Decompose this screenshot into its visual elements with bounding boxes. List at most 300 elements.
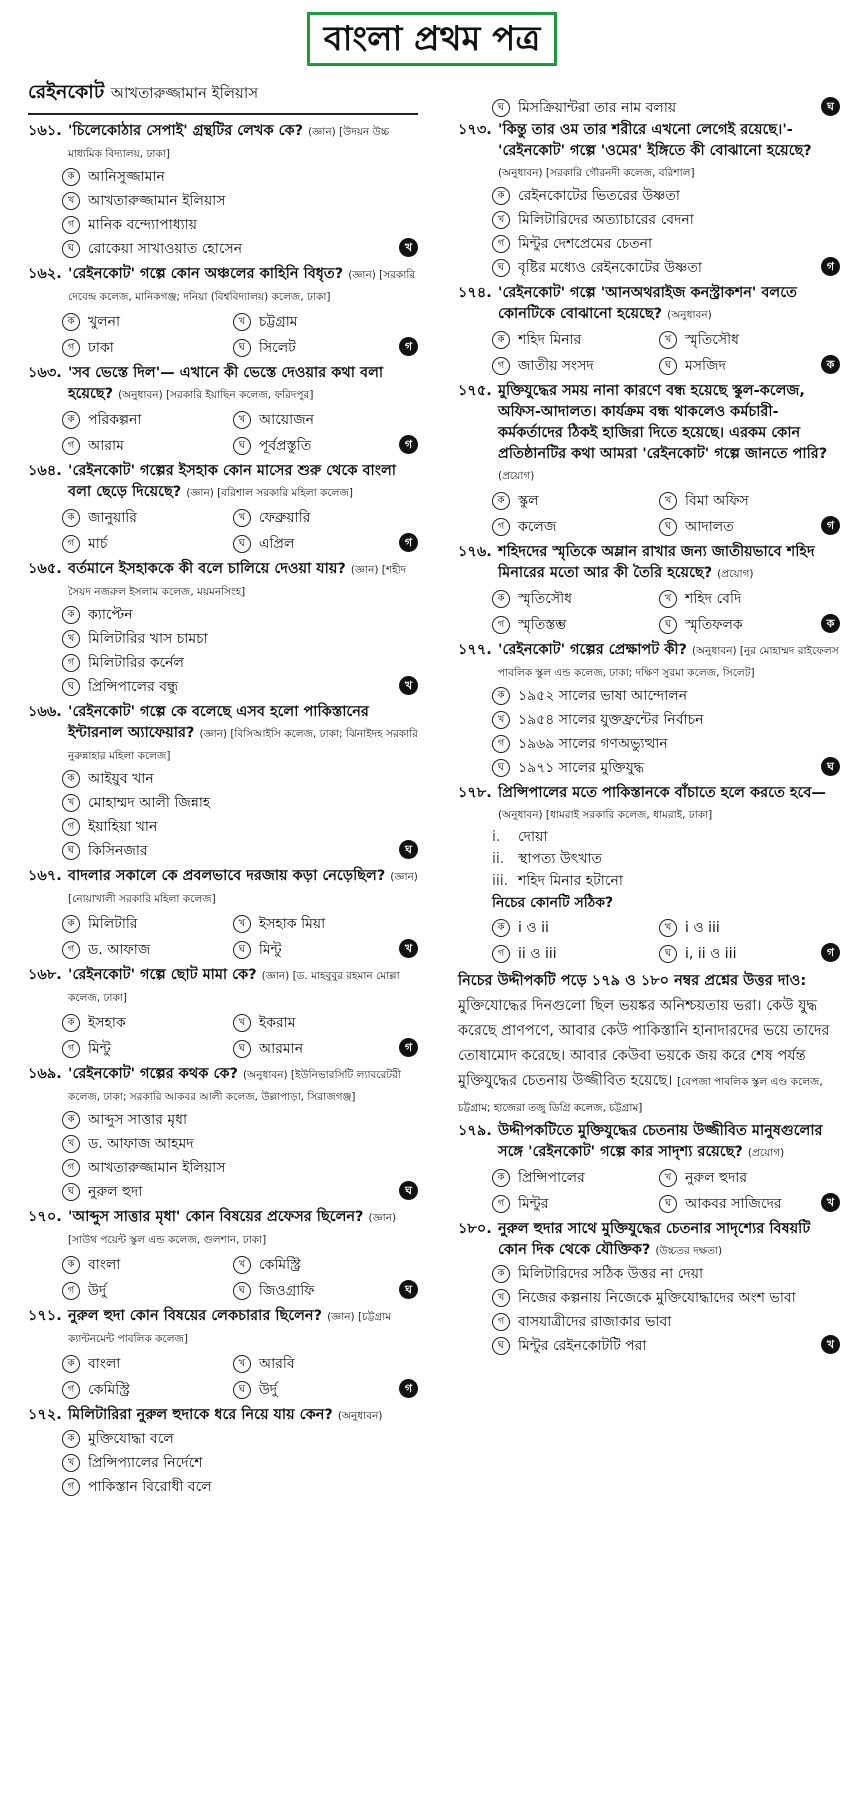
option — [233, 1011, 404, 1035]
page-title: বাংলা প্রথম পত্র — [307, 12, 558, 66]
options-group — [28, 406, 418, 458]
question-item — [28, 866, 418, 962]
option — [492, 354, 659, 378]
option — [659, 942, 826, 966]
option-marker: ঘ — [233, 339, 251, 357]
option-marker: ক — [62, 1355, 80, 1373]
option-marker: ঘ — [62, 240, 80, 258]
question-stem: 'কিন্তু তার ওম তার শরীরে এখনো লেগেই রয়েছে।'- 'রেইনকোট' গল্পে 'ওমের' ইঙ্গিতে কী বোঝানো হয়েছে? — [498, 122, 812, 159]
option-text: ড. আফাজ — [88, 942, 151, 958]
option-marker: খ — [233, 1014, 251, 1032]
option-marker: ক — [492, 331, 510, 349]
question-item — [458, 640, 840, 780]
option-marker: গ — [62, 818, 80, 836]
question-stem: 'রেইনকোট' গল্পের কথক কে? — [68, 1066, 238, 1082]
options-group — [28, 603, 418, 699]
option-marker: খ — [659, 919, 677, 937]
question-number: ১৬৮. — [28, 967, 62, 983]
option-marker: খ — [233, 1355, 251, 1373]
option — [62, 1156, 418, 1180]
option-text: i ও ii — [518, 920, 549, 936]
option — [62, 310, 233, 334]
question-number: ১৮০. — [458, 1221, 492, 1237]
option-text: আকবর সাজিদের — [685, 1196, 782, 1212]
title-wrap — [0, 12, 864, 66]
option-marker: ক — [492, 919, 510, 937]
question-text — [458, 1121, 840, 1164]
option-text: ইয়াহিয়া খান — [88, 819, 158, 835]
question-item — [28, 1306, 418, 1402]
question-text — [28, 363, 418, 406]
options-group — [28, 1251, 418, 1303]
option-text: পূর্বপ্রস্তুতি — [258, 438, 312, 454]
option-text: নিজের কল্পনায় নিজেকে মুক্তিযোদ্ধাদের অংশ ভাবা — [518, 1290, 796, 1306]
option — [659, 515, 826, 539]
option-marker: খ — [62, 1454, 80, 1472]
option — [62, 603, 418, 627]
option-text: মিলিটারির খাস চামচা — [88, 631, 208, 647]
question-item — [28, 1207, 418, 1303]
option-marker: খ — [492, 211, 510, 229]
option-marker: গ — [62, 437, 80, 455]
right-question-list — [458, 120, 840, 966]
options-group — [458, 326, 840, 378]
question-meta: (প্রয়োগ) — [498, 470, 535, 482]
option — [62, 815, 418, 839]
question-text — [28, 1064, 418, 1108]
option-text: ১৯৫২ সালের ভাষা আন্দোলন — [518, 688, 688, 704]
options-group — [458, 487, 840, 539]
option-marker: ক — [492, 687, 510, 705]
question-number: ১৭৬. — [458, 544, 492, 560]
options-group — [28, 1108, 418, 1204]
option-marker: ঘ — [492, 1337, 510, 1355]
option-text: ক্যাপ্টেন — [88, 607, 133, 623]
option — [233, 1352, 404, 1376]
option-marker: ঘ — [233, 437, 251, 455]
chapter-author: আখতারুজ্জামান ইলিয়াস — [110, 84, 259, 102]
option-text: শহিদ বেদি — [685, 591, 742, 607]
option — [659, 613, 826, 637]
option-text: রোকেয়া সাখাওয়াত হোসেন — [88, 241, 243, 257]
answer-badge: ক — [821, 355, 840, 374]
option-marker: ক — [62, 313, 80, 331]
roman-statement — [458, 826, 840, 848]
option — [492, 1166, 659, 1190]
question-text — [458, 542, 840, 585]
option-text: নুরুল হুদার — [685, 1170, 748, 1186]
option-marker: ক — [62, 411, 80, 429]
option-marker: খ — [62, 794, 80, 812]
option — [492, 613, 659, 637]
option-marker: ক — [492, 590, 510, 608]
option — [62, 1475, 418, 1499]
question-meta: (অনুধাবন) [সরকারি গৌরনদী কলেজ, বরিশাল] — [498, 167, 695, 179]
roman-statement — [458, 870, 840, 892]
option — [62, 1108, 418, 1132]
option-marker: ক — [492, 1265, 510, 1283]
right-question-list-2 — [458, 1121, 840, 1358]
option-text: স্মৃতিস্তম্ভ — [518, 617, 567, 633]
option-text: আখতারুজ্জামান ইলিয়াস — [88, 1160, 226, 1176]
option-marker: গ — [62, 654, 80, 672]
option-marker: ঘ — [233, 535, 251, 553]
option-marker: ঘ — [62, 678, 80, 696]
option — [492, 1262, 840, 1286]
option-marker: গ — [492, 1313, 510, 1331]
option-marker: ঘ — [659, 1195, 677, 1213]
question-number: ১৬১. — [28, 123, 62, 139]
question-stem: বর্তমানে ইসহাককে কী বলে চালিয়ে দেওয়া যায়? — [68, 561, 346, 577]
option — [659, 328, 826, 352]
question-stem: মিলিটারিরা নুরুল হুদাকে ধরে নিয়ে যায় কেন? — [68, 1407, 333, 1423]
option — [62, 434, 233, 458]
option — [62, 506, 233, 530]
option-text: মিন্টুর — [518, 1196, 549, 1212]
option-marker: ঘ — [233, 1282, 251, 1300]
question-meta: (জ্ঞান) [সরকারি দেবেন্দ্র কলেজ, মানিকগঞ্জ; দনিয়া (বিশ্ববিদ্যালয়) কলেজ, ঢাকা] — [68, 269, 416, 303]
option-marker: খ — [62, 630, 80, 648]
question-meta: (জ্ঞান) [বরিশাল সরকারি মহিলা কলেজ] — [186, 487, 353, 499]
option-text: প্রিন্সিপালের বন্ধু — [88, 679, 179, 695]
option — [62, 627, 418, 651]
option-text: মিন্টুর রেইনকোটটি পরা — [518, 1338, 647, 1354]
option-text: মিসক্রিয়ান্টরা তার নাম বলায় — [518, 100, 677, 116]
option-marker: ঘ — [233, 1381, 251, 1399]
question-item — [28, 965, 418, 1061]
roman-text: স্থাপত্য উৎখাত — [518, 851, 602, 867]
option — [62, 1037, 233, 1061]
options-group — [28, 767, 418, 863]
roman-numeral: iii. — [492, 873, 509, 889]
option-text: পরিকল্পনা — [88, 412, 142, 428]
option-text: আনিসুজ্জামান — [88, 169, 165, 185]
option-marker: গ — [492, 735, 510, 753]
question-number: ১৬৭. — [28, 868, 62, 884]
question-number: ১৬৬. — [28, 704, 62, 720]
question-item — [458, 783, 840, 966]
option-text: কলেজ — [518, 519, 557, 535]
option-text: উর্দু — [88, 1283, 107, 1299]
option-marker: ঘ — [492, 99, 510, 117]
options-group — [458, 585, 840, 637]
option-text: বাংলা — [88, 1257, 121, 1273]
option-text: কেমিস্ট্রি — [258, 1257, 301, 1273]
roman-numeral: ii. — [492, 851, 505, 867]
option-text: কিসিনজার — [88, 843, 148, 859]
option — [492, 1286, 840, 1310]
question-text — [28, 264, 418, 308]
question-stem: নুরুল হুদা কোন বিষয়ের লেকচারার ছিলেন? — [68, 1308, 322, 1324]
question-meta: (জ্ঞান) [নোয়াখালী সরকারি মহিলা কলেজ] — [68, 871, 418, 905]
question-text — [28, 461, 418, 504]
option — [62, 839, 418, 863]
question-item — [28, 461, 418, 556]
option — [62, 213, 418, 237]
option — [233, 912, 404, 936]
option-text: বাসযাত্রীদের রাজাকার ভাবা — [518, 1314, 672, 1330]
question-stem: নুরুল হুদার সাথে মুক্তিযুদ্ধের চেতনার সাদৃশ্যের বিষয়টি কোন দিক থেকে যৌক্তিক? — [498, 1221, 811, 1258]
option-text: ফেব্রুয়ারি — [258, 510, 311, 526]
option-text: আদালত — [685, 519, 734, 535]
right-column — [458, 96, 840, 1361]
option-marker: ক — [62, 168, 80, 186]
option-marker: ক — [62, 1430, 80, 1448]
option-marker: খ — [659, 331, 677, 349]
option — [62, 1253, 233, 1277]
option-text: i, ii ও iii — [685, 946, 737, 962]
option-marker: ঘ — [659, 616, 677, 634]
option-text: ১৯৬৯ সালের গণঅভ্যুত্থান — [518, 736, 668, 752]
question-item — [28, 264, 418, 360]
options-group — [458, 96, 840, 120]
roman-text: দোয়া — [518, 829, 548, 845]
option-marker: গ — [62, 1381, 80, 1399]
option-marker: গ — [62, 1040, 80, 1058]
answer-badge: ঘ — [399, 1181, 418, 1200]
question-item — [458, 381, 840, 539]
option-text: আরমান — [258, 1041, 304, 1057]
options-group — [28, 910, 418, 962]
option — [62, 1011, 233, 1035]
options-group — [28, 1009, 418, 1061]
answer-badge: খ — [399, 939, 418, 958]
options-group — [458, 184, 840, 280]
question-text — [28, 121, 418, 165]
option-text: ১৯৫৪ সালের যুক্তফ্রন্টের নির্বাচন — [518, 712, 704, 728]
option — [233, 1253, 404, 1277]
option — [233, 1279, 404, 1303]
option-marker: খ — [492, 1289, 510, 1307]
option-text: ii ও iii — [518, 946, 557, 962]
question-item — [458, 542, 840, 637]
question-stem: বাদলার সকালে কে প্রবলভাবে দরজায় কড়া নেড়েছিল? — [68, 868, 386, 884]
option-marker: ঘ — [659, 357, 677, 375]
question-text — [458, 120, 840, 184]
options-group — [28, 165, 418, 261]
option — [659, 587, 826, 611]
option — [62, 1427, 418, 1451]
answer-badge: গ — [399, 1379, 418, 1398]
option-text: মিলিটারির কর্নেল — [88, 655, 184, 671]
option — [492, 328, 659, 352]
option-text: মার্চ — [88, 536, 108, 552]
question-number: ১৬৫. — [28, 561, 62, 577]
option-marker: ঘ — [62, 842, 80, 860]
option-text: এপ্রিল — [258, 536, 295, 552]
stimulus-block — [458, 969, 840, 1121]
option-text: সিলেট — [258, 340, 296, 356]
question-meta: (অনুধাবন) [নুর মোহাম্মদ রাইফেলস পাবলিক স্কুল এন্ড কলেজ, ঢাকা; দক্ষিণ সুরমা কলেজ, সিলেট] — [498, 645, 839, 679]
option-marker: ক — [62, 1256, 80, 1274]
option — [62, 532, 233, 556]
question-text — [28, 866, 418, 910]
question-text — [28, 702, 418, 767]
option-marker: খ — [233, 313, 251, 331]
option — [62, 165, 418, 189]
option-text: নুরুল হুদা — [88, 1184, 143, 1200]
option-text: ড. আফাজ আহমদ — [88, 1136, 194, 1152]
option-marker: গ — [62, 1282, 80, 1300]
chapter-name: রেইনকোট — [28, 81, 105, 103]
answer-badge: খ — [821, 1193, 840, 1212]
option — [659, 916, 826, 940]
option-marker: গ — [62, 1478, 80, 1496]
left-question-list — [28, 121, 418, 1499]
option-text: ১৯৭১ সালের মুক্তিযুদ্ধ — [518, 760, 645, 776]
question-meta: (প্রয়োগ) — [747, 1147, 785, 1159]
option — [492, 708, 840, 732]
option-text: আয়োজন — [258, 412, 315, 428]
answer-badge: ক — [821, 614, 840, 633]
option — [492, 916, 659, 940]
question-number: ১৭৭. — [458, 642, 492, 658]
question-text — [458, 381, 840, 487]
option-text: জানুয়ারি — [88, 510, 137, 526]
question-meta: (অনুধাবন) [সরকারি ইয়াছিন কলেজ, ফরিদপুর] — [118, 389, 314, 401]
option-marker: গ — [62, 339, 80, 357]
option — [492, 942, 659, 966]
question-item — [28, 702, 418, 863]
chapter-heading — [28, 78, 418, 115]
question-stem: 'রেইনকোট' গল্পে 'আনঅথরাইজ কনস্ট্রাকশন' বলতে কোনটিকে বোঝানো হয়েছে? — [498, 285, 797, 322]
answer-badge: গ — [399, 1038, 418, 1057]
question-stem: উদ্দীপকটিতে মুক্তিযুদ্ধের চেতনায় উজ্জীবিত মানুষগুলোর সঙ্গে 'রেইনকোট' গল্পে কার সাদৃশ্য রয়েছে? — [498, 1123, 823, 1160]
question-item — [28, 363, 418, 458]
answer-badge: গ — [399, 435, 418, 454]
option — [659, 354, 826, 378]
answer-badge: গ — [399, 533, 418, 552]
option-marker: গ — [492, 357, 510, 375]
answer-badge: ঘ — [399, 840, 418, 859]
option — [62, 791, 418, 815]
option-marker: গ — [62, 535, 80, 553]
option-text: মিলিটারিদের অত্যাচারের বেদনা — [518, 212, 694, 228]
options-group — [28, 308, 418, 360]
option — [659, 1166, 826, 1190]
question-meta: (জ্ঞান) [ড. মাহবুবুর রহমান মোল্লা কলেজ, ঢাকা] — [68, 970, 400, 1004]
question-number: ১৭৪. — [458, 285, 492, 301]
option — [233, 938, 404, 962]
option-marker: ক — [492, 1169, 510, 1187]
question-meta: (জ্ঞান) [শহীদ সৈয়দ নজরুল ইসলাম কলেজ, ময়মনসিংহ] — [68, 564, 407, 598]
option-text: আরবি — [258, 1356, 295, 1372]
question-number: ১৭০. — [28, 1209, 62, 1225]
option-text: চট্টগ্রাম — [258, 314, 298, 330]
question-stem: 'আব্দুস সাত্তার মৃধা' কোন বিষয়ের প্রফেসর ছিলেন? — [68, 1209, 364, 1225]
roman-numeral: i. — [492, 829, 501, 845]
option-text: বিমা অফিস — [685, 493, 749, 509]
answer-badge: গ — [821, 516, 840, 535]
question-stem: শহিদদের স্মৃতিকে অম্লান রাখার জন্য জাতীয়ভাবে শহিদ মিনারের মতো আর কী তৈরি হয়েছে? — [498, 544, 815, 581]
question-stem: 'রেইনকোট' গল্পে ছোট মামা কে? — [68, 967, 257, 983]
option-text: উর্দু — [258, 1382, 278, 1398]
option-text: i ও iii — [685, 920, 720, 936]
option — [62, 408, 233, 432]
question-number: ১৬৪. — [28, 463, 62, 479]
option — [233, 1037, 404, 1061]
option — [62, 189, 418, 213]
option-marker: ঘ — [62, 1183, 80, 1201]
option-marker: গ — [492, 235, 510, 253]
question-stem: 'রেইনকোট' গল্পের ইসহাক কোন মাসের শুরু থেকে বাংলা বলা ছেড়ে দিয়েছে? — [68, 463, 396, 500]
option — [233, 310, 404, 334]
option — [62, 1180, 418, 1204]
option-marker: খ — [233, 509, 251, 527]
answer-badge: খ — [399, 238, 418, 257]
sub-question: নিচের কোনটি সঠিক? — [492, 895, 614, 911]
option — [492, 232, 840, 256]
option-marker: খ — [233, 411, 251, 429]
option-text: খুলনা — [88, 314, 121, 330]
stimulus-source: [বেপজা পাবলিক স্কুল এণ্ড কলেজ, চট্টগ্রাম; হাজেরা তজু ডিগ্রি কলেজ, চট্টগ্রাম] — [458, 1076, 823, 1114]
option-marker: গ — [62, 1159, 80, 1177]
option-text: মিন্টুর দেশপ্রেমের চেতনা — [518, 236, 653, 252]
options-group — [458, 914, 840, 966]
option — [659, 1192, 826, 1216]
option-marker: ক — [62, 1014, 80, 1032]
option — [233, 1378, 404, 1402]
question-meta: (অনুধাবন) [ইউনিভারসিটি ল্যাবরেটরী কলেজ, ঢাকা; সরকারি আকবর আলী কলেজ, উল্লাপাড়া, সিরাজগঞ্জ] — [68, 1069, 401, 1103]
option — [233, 336, 404, 360]
option-marker: খ — [492, 711, 510, 729]
option — [62, 1451, 418, 1475]
question-text — [28, 1306, 418, 1350]
question-meta: (জ্ঞান) [সাউথ পয়েন্ট স্কুল এন্ড কলেজ, গুলশান, ঢাকা] — [68, 1212, 397, 1246]
option — [492, 756, 840, 780]
option-text: বৃষ্টির মধ্যেও রেইনকোটের উষ্ণতা — [518, 260, 702, 276]
question-text — [458, 283, 840, 326]
option-text: মিলিটারিদের সঠিক উত্তর না দেয়া — [518, 1266, 703, 1282]
question-meta: (অনুধাবন) — [337, 1410, 383, 1422]
option — [492, 184, 840, 208]
option-marker: ক — [62, 509, 80, 527]
option — [233, 506, 404, 530]
carryover-option — [458, 96, 840, 120]
question-number: ১৭৯. — [458, 1123, 492, 1139]
question-meta: (জ্ঞান) [বিসিআইসি কলেজ, ঢাকা; ঝিনাইদহ সরকারি নুরুন্নাহার মহিলা কলেজ] — [68, 728, 418, 762]
answer-badge: ঘ — [821, 757, 840, 776]
question-stem: 'রেইনকোট' গল্পে কে বলেছে এসব হলো পাকিস্তানের ইন্টারনাল অ্যাফেয়ার? — [68, 704, 369, 741]
option-text: মানিক বন্দ্যোপাধ্যায় — [88, 217, 197, 233]
option — [492, 1334, 840, 1358]
option-marker: ক — [62, 915, 80, 933]
option-text: মসজিদ — [685, 358, 726, 374]
option-text: ঢাকা — [88, 340, 114, 356]
option-marker: খ — [62, 1135, 80, 1153]
option — [62, 1279, 233, 1303]
option-marker: ঘ — [233, 941, 251, 959]
option-marker: গ — [62, 216, 80, 234]
option-text: আখতারুজ্জামান ইলিয়াস — [88, 193, 226, 209]
question-text — [28, 1405, 418, 1427]
option-marker: গ — [492, 518, 510, 536]
question-stem: 'চিলেকোঠার সেপাই' গ্রন্থটির লেখক কে? — [68, 123, 304, 139]
option-text: বাংলা — [88, 1356, 121, 1372]
answer-badge: গ — [821, 257, 840, 276]
option — [62, 912, 233, 936]
question-text — [458, 783, 840, 826]
option-text: স্মৃতিসৌধ — [685, 332, 739, 348]
option-text: স্মৃতিফলক — [685, 617, 743, 633]
question-stem: 'রেইনকোট' গল্পের প্রেক্ষাপট কী? — [498, 642, 687, 658]
option-text: ইসহাক মিয়া — [258, 916, 326, 932]
option-text: পাকিস্তান বিরোধী বলে — [88, 1479, 212, 1495]
option-text: জাতীয় সংসদ — [518, 358, 594, 374]
option — [659, 489, 826, 513]
option-text: আরাম — [88, 438, 124, 454]
option — [233, 408, 404, 432]
